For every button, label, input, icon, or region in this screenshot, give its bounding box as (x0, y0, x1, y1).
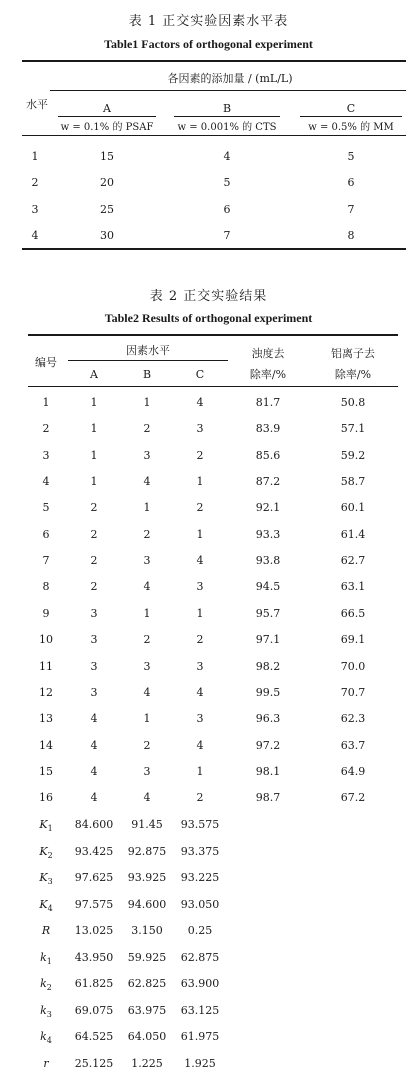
table2-top-rule (28, 334, 398, 336)
table2-stat-cell: 1.225 (131, 1056, 163, 1070)
table2-stat-cell: 97.625 (74, 871, 114, 884)
table2-stat-cell: 63.900 (180, 977, 220, 990)
table2-cell: 2 (196, 448, 204, 462)
table2-cell: 16 (39, 791, 53, 805)
table2-cell: 2 (42, 422, 50, 436)
table1-cell: 3 (31, 203, 39, 216)
table2-cell: 5 (42, 501, 50, 515)
table2-cell: 95.7 (255, 606, 281, 620)
table2-stat-cell: 0.25 (187, 924, 213, 937)
table2-cell: 1 (90, 422, 98, 436)
table2-cell: 63.1 (340, 580, 366, 594)
table2-cell: 3 (90, 606, 98, 620)
table2-stat-cell: 93.925 (127, 871, 167, 884)
table2-stat-symbol: k (40, 1003, 47, 1017)
table2-factor-c: C (195, 368, 205, 381)
table2-cell: 9 (42, 606, 50, 620)
table2-factor-a: A (90, 368, 98, 381)
table2-cell: 97.2 (255, 738, 281, 752)
table2-stat-label (28, 898, 64, 913)
table2-cell: 4 (143, 791, 151, 805)
table2-cell: 60.1 (340, 501, 366, 515)
table2-cell: 98.2 (255, 659, 281, 673)
table2-cell: 63.7 (340, 738, 366, 752)
table1-factor-a-rule (58, 116, 156, 117)
table2-cell: 98.7 (255, 791, 281, 805)
table2-col-aluminum-line2: 除率/% (334, 368, 372, 381)
table2-cell: 3 (143, 448, 151, 462)
table1-bottom-rule (22, 248, 406, 250)
table1-factor-c-letter: C (346, 102, 356, 115)
table2-stat-label (28, 977, 64, 992)
table2-cell: 59.2 (340, 448, 366, 462)
table2-stat-symbol: R (41, 924, 51, 937)
table2-col-turbidity-line1: 浊度去 (251, 347, 285, 360)
table2-cell: 11 (39, 659, 53, 673)
table1-header-rule (22, 135, 406, 136)
table2-cell: 4 (196, 685, 204, 699)
table2-cell: 1 (196, 764, 204, 778)
table2-stat-cell: 59.925 (127, 950, 167, 964)
table2-stat-symbol: K (39, 844, 48, 858)
table2-cell: 2 (90, 527, 98, 541)
table2-stat-cell: 94.600 (127, 897, 167, 911)
table2-cell: 1 (42, 396, 50, 409)
table2-cell: 62.3 (340, 712, 366, 726)
table2-stat-cell: 43.950 (74, 950, 114, 964)
table2-stat-subscript: 4 (47, 903, 53, 913)
table2-cell: 94.5 (255, 580, 281, 594)
table2-factor-group-rule (68, 360, 228, 361)
table1-cell: 6 (347, 176, 355, 189)
table2-stat-symbol: K (39, 897, 48, 911)
table2-cell: 1 (196, 606, 204, 620)
table2-factor-b: B (142, 368, 152, 381)
table2-stat-cell: 93.575 (180, 818, 220, 831)
table2-cell: 2 (143, 422, 151, 436)
table2-cell: 1 (90, 448, 98, 462)
table2-cell: 57.1 (340, 422, 366, 436)
table2-cell: 1 (143, 396, 151, 409)
table2-cell: 3 (196, 580, 204, 594)
table2-stat-subscript: 1 (46, 956, 52, 966)
table2-cell: 2 (196, 791, 204, 805)
table2-stat-symbol: r (43, 1056, 49, 1070)
table2-cell: 12 (39, 685, 53, 699)
table2-cell: 85.6 (255, 448, 281, 462)
table1-cell: 1 (31, 150, 39, 163)
table2-cell: 83.9 (255, 422, 281, 436)
table2-cell: 3 (143, 764, 151, 778)
table2-stat-cell: 97.575 (74, 897, 114, 911)
table1-factor-b-desc: w = 0.001% 的 CTS (177, 122, 277, 133)
table2-stat-cell: 93.225 (180, 871, 220, 884)
table2-stat-cell: 93.050 (180, 897, 220, 911)
table2-cell: 87.2 (255, 475, 281, 489)
table2-stat-label (28, 818, 64, 833)
table2-cell: 4 (143, 475, 151, 489)
table2-cell: 2 (90, 554, 98, 568)
table2-cell: 2 (196, 633, 204, 647)
table2-stat-cell: 93.375 (180, 844, 220, 858)
table2-cell: 1 (143, 501, 151, 515)
table1-cell: 20 (100, 176, 114, 189)
table1-top-rule (22, 60, 406, 62)
table2-cell: 66.5 (340, 606, 366, 620)
table2-cell: 4 (196, 396, 204, 409)
table2-cell: 2 (196, 501, 204, 515)
table2-cell: 6 (42, 527, 50, 541)
table2-cell: 3 (90, 685, 98, 699)
table2-cell: 3 (143, 554, 151, 568)
table1-cell: 25 (100, 203, 114, 216)
table2-stat-cell: 64.525 (74, 1030, 114, 1043)
table2-cell: 4 (90, 712, 98, 726)
table2-stat-cell: 69.075 (74, 1003, 114, 1017)
table2-cell: 69.1 (340, 633, 366, 647)
table2-stat-cell: 25.125 (74, 1056, 114, 1070)
table2-stat-subscript: 2 (46, 983, 52, 993)
table2-cell: 1 (196, 475, 204, 489)
table2-cell: 3 (143, 659, 151, 673)
table2-col-aluminum-line1: 铝离子去 (331, 347, 375, 360)
table2-cell: 4 (143, 685, 151, 699)
table2-factor-group-header: 因素水平 (126, 344, 170, 357)
table2-stat-cell: 63.125 (180, 1003, 220, 1017)
table2-stat-label (28, 951, 64, 966)
table2-stat-cell: 62.825 (127, 977, 167, 990)
table2-cell: 92.1 (255, 501, 281, 515)
table2-cell: 13 (39, 712, 53, 726)
table2-cell: 2 (143, 527, 151, 541)
table2-stat-cell: 64.050 (127, 1030, 167, 1043)
table1-factor-a-desc: w = 0.1% 的 PSAF (60, 122, 154, 133)
table2-cell: 2 (143, 633, 151, 647)
table2-title-en: Table2 Results of orthogonal experiment (104, 311, 313, 325)
table2-cell: 96.3 (255, 712, 281, 726)
table2-cell: 67.2 (340, 791, 366, 805)
table1-factor-c-rule (300, 116, 402, 117)
table1-cell: 2 (31, 176, 39, 189)
table2-stat-subscript: 3 (46, 1009, 52, 1019)
table2-cell: 61.4 (340, 527, 366, 541)
table2-stat-cell: 61.825 (74, 977, 114, 990)
table1-cell: 5 (223, 176, 231, 189)
table1-title-en: Table1 Factors of orthogonal experiment (104, 37, 313, 51)
table2-cell: 8 (42, 580, 50, 594)
table2-cell: 4 (42, 475, 50, 489)
table1-factor-b-letter: B (222, 102, 232, 115)
table1-title-cn: 表 1 正交实验因素水平表 (128, 14, 289, 29)
table2-stat-label (28, 845, 64, 860)
table2-cell: 99.5 (255, 685, 281, 699)
table2-stat-subscript: 4 (46, 1036, 52, 1046)
table2-cell: 7 (42, 554, 50, 568)
table2-cell: 93.3 (255, 527, 281, 541)
table2-cell: 62.7 (340, 554, 366, 568)
table1-cell: 30 (100, 229, 114, 242)
table2-cell: 64.9 (340, 764, 366, 778)
table2-cell: 3 (196, 422, 204, 436)
table2-cell: 98.1 (255, 764, 281, 778)
table2-stat-symbol: K (39, 871, 48, 884)
table2-cell: 2 (90, 501, 98, 515)
table2-stat-cell: 3.150 (131, 924, 163, 937)
table2-cell: 4 (90, 791, 98, 805)
table2-cell: 3 (90, 659, 98, 673)
table2-cell: 50.8 (340, 396, 366, 409)
table2-stat-symbol: K (39, 818, 48, 831)
table2-stat-cell: 93.425 (74, 844, 114, 858)
table2-cell: 1 (196, 527, 204, 541)
table2-cell: 1 (143, 712, 151, 726)
table1-cell: 6 (223, 203, 231, 216)
table2-stat-cell: 91.45 (131, 818, 163, 831)
table2-col-turbidity-line2: 除率/% (249, 368, 287, 381)
table2-cell: 70.0 (340, 659, 366, 673)
table2-cell: 4 (143, 580, 151, 594)
table2-cell: 4 (196, 554, 204, 568)
table1-cell: 7 (347, 203, 355, 216)
table2-cell: 81.7 (255, 396, 281, 409)
table2-stat-symbol: k (40, 977, 47, 990)
table2-stat-symbol: k (40, 1030, 47, 1043)
table2-stat-cell: 1.925 (184, 1056, 216, 1070)
table2-stat-cell: 63.975 (127, 1003, 167, 1017)
table1-cell: 4 (31, 229, 39, 242)
table2-title-cn: 表 2 正交实验结果 (149, 289, 268, 304)
table2-stat-label (28, 924, 64, 937)
table2-stat-cell: 92.875 (127, 844, 167, 858)
table2-cell: 3 (90, 633, 98, 647)
table2-cell: 3 (196, 659, 204, 673)
table2-cell: 4 (90, 764, 98, 778)
table2-stat-subscript: 2 (47, 850, 53, 860)
table1-cell: 4 (223, 150, 231, 163)
table1-cell: 8 (347, 229, 355, 242)
table1-factor-c-desc: w = 0.5% 的 MM (308, 122, 394, 133)
table1-cell: 5 (347, 150, 355, 163)
table2-cell: 1 (143, 606, 151, 620)
table2-cell: 2 (143, 738, 151, 752)
table2-cell: 70.7 (340, 685, 366, 699)
table2-stat-cell: 13.025 (74, 924, 114, 937)
table2-col-no: 编号 (35, 356, 57, 369)
table2-cell: 2 (90, 580, 98, 594)
table2-cell: 15 (39, 764, 53, 778)
table2-cell: 93.8 (255, 554, 281, 568)
table1-group-header: 各因素的添加量 / (mL/L) (167, 72, 293, 85)
table2-cell: 4 (90, 738, 98, 752)
table2-cell: 3 (196, 712, 204, 726)
table2-stat-symbol: k (40, 950, 47, 964)
table2-stat-label (28, 1004, 64, 1019)
table1-factor-b-rule (174, 116, 280, 117)
table2-stat-label (28, 1057, 64, 1070)
table2-cell: 58.7 (340, 475, 366, 489)
table2-stat-label (28, 1030, 64, 1045)
table2-cell: 1 (90, 396, 98, 409)
table2-cell: 3 (42, 448, 50, 462)
table2-cell: 97.1 (255, 633, 281, 647)
table2-stat-cell: 62.875 (180, 950, 220, 964)
table2-header-rule (28, 386, 398, 387)
table1-row-header: 水平 (26, 98, 48, 111)
table2-stat-label (28, 871, 64, 886)
table2-cell: 14 (39, 738, 53, 752)
table2-cell: 10 (39, 633, 53, 647)
table1-group-rule (50, 90, 406, 91)
table1-cell: 15 (100, 150, 114, 163)
table2-stat-cell: 61.975 (180, 1030, 220, 1043)
table2-stat-subscript: 3 (47, 877, 53, 887)
table1-factor-a-letter: A (103, 102, 111, 115)
table2-cell: 1 (90, 475, 98, 489)
table1-cell: 7 (223, 229, 231, 242)
table2-cell: 4 (196, 738, 204, 752)
table2-stat-cell: 84.600 (74, 818, 114, 831)
table2-stat-subscript: 1 (47, 824, 53, 834)
